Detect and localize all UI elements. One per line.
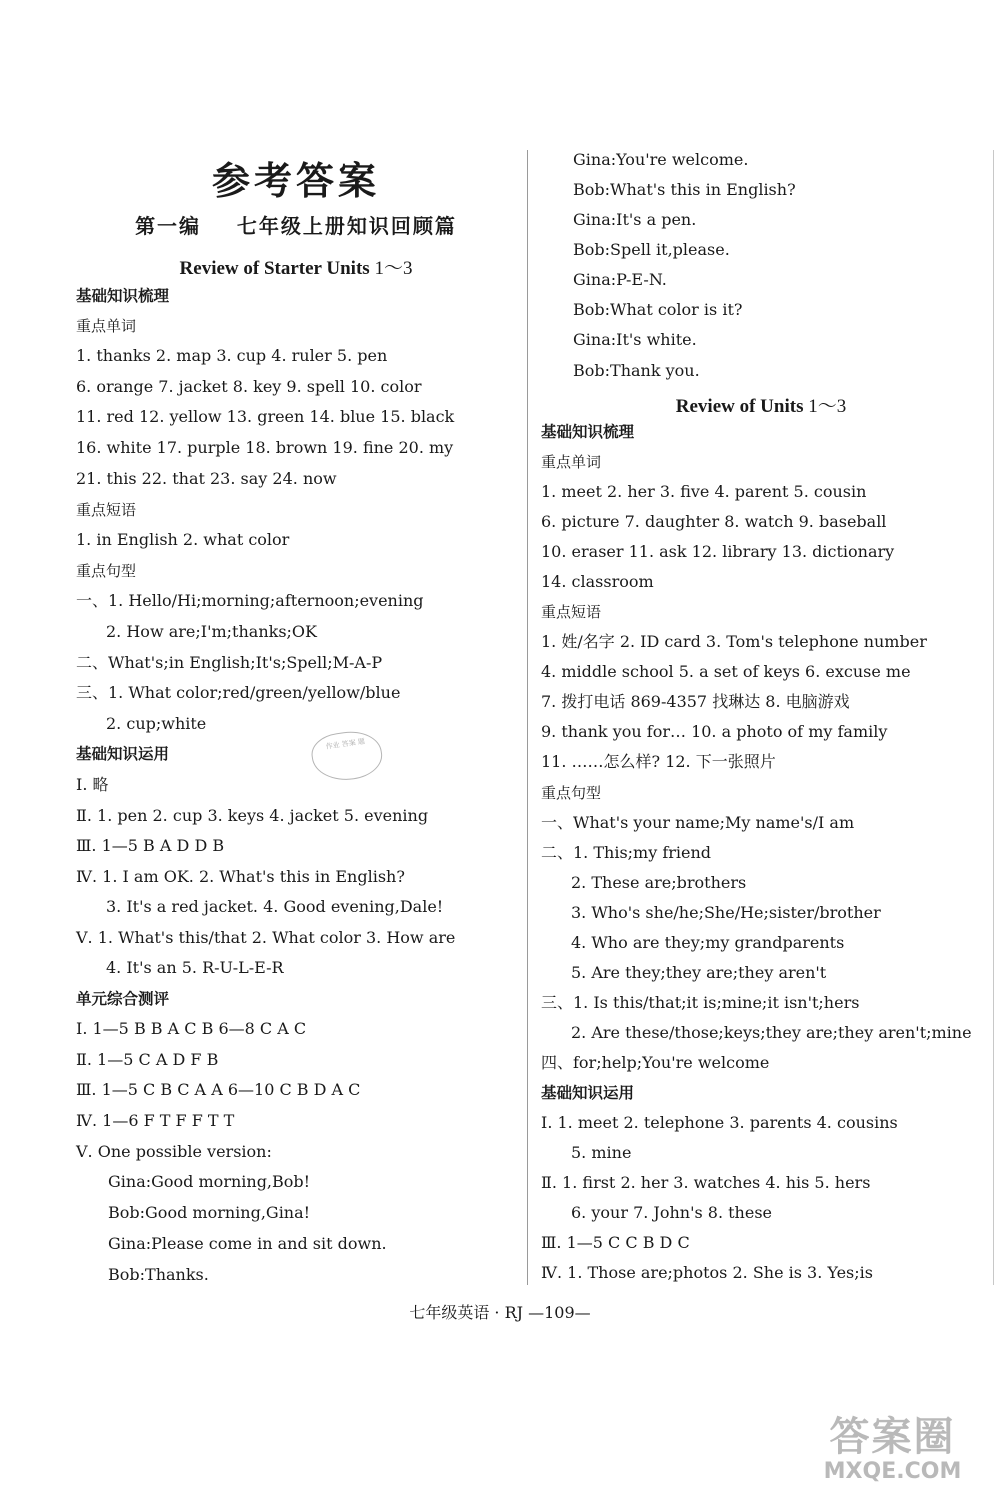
answer-line: Bob:What color is it? (573, 300, 743, 319)
answer-line: 6. orange 7. jacket 8. key 9. spell 10. color (76, 377, 422, 396)
answer-line: Ⅱ. 1. first 2. her 3. watches 4. his 5. hers (541, 1173, 871, 1192)
answer-line: 11. red 12. yellow 13. green 14. blue 15. black (76, 407, 455, 426)
answer-line: 2. These are;brothers (571, 873, 747, 892)
answer-line: 14. classroom (541, 572, 654, 591)
subsection-heading: 重点句型 (76, 562, 137, 580)
answer-line: 4. It's an 5. R-U-L-E-R (106, 958, 284, 977)
answer-line: Ⅲ. 1—5 C B C A A 6—10 C B D A C (76, 1080, 361, 1099)
answer-line: Ⅲ. 1—5 C C B D C (541, 1233, 690, 1252)
section-heading: 基础知识运用 (76, 745, 170, 763)
answer-line: 6. picture 7. daughter 8. watch 9. baseball (541, 512, 887, 531)
answer-line: Ⅰ. 略 (76, 775, 109, 794)
right-unit-range: 1～3 (808, 396, 847, 417)
answer-line: 1. thanks 2. map 3. cup 4. ruler 5. pen (76, 346, 388, 365)
watermark-stamp: 作业 答案 题 (309, 727, 385, 784)
answer-line: 一、1. Hello/Hi;morning;afternoon;evening (76, 591, 424, 610)
answer-line: 11. ……怎么样? 12. 下一张照片 (541, 752, 776, 771)
watermark-logo (790, 1415, 995, 1490)
answer-line: Gina:It's white. (573, 330, 697, 349)
answer-line: Ⅴ. 1. What's this/that 2. What color 3. How are (76, 928, 456, 947)
subsection-heading: 重点短语 (76, 501, 137, 519)
answer-line: Bob:Good morning,Gina! (108, 1203, 311, 1222)
section-heading: 基础知识梳理 (76, 287, 170, 305)
answer-line: Gina:You're welcome. (573, 150, 749, 169)
answer-line: 1. 姓/名字 2. ID card 3. Tom's telephone number (541, 632, 927, 651)
answer-line: 9. thank you for… 10. a photo of my family (541, 722, 888, 741)
right-unit-title-text: Review of Units (675, 396, 804, 417)
section-heading: 基础知识梳理 (541, 423, 635, 441)
left-unit-title (76, 253, 516, 280)
answer-line: 2. Are these/those;keys;they are;they aren't;mine (571, 1023, 972, 1042)
answer-line: 2. cup;white (106, 714, 207, 733)
answer-line: 4. middle school 5. a set of keys 6. excuse me (541, 662, 911, 681)
answer-line: Bob:Spell it,please. (573, 240, 730, 259)
answer-line: 5. Are they;they are;they aren't (571, 963, 827, 982)
answer-line: Ⅴ. One possible version: (76, 1142, 272, 1161)
answer-line: 3. It's a red jacket. 4. Good evening,Dale! (106, 897, 444, 916)
answer-line: Bob:Thanks. (108, 1265, 209, 1284)
right-unit-title (541, 391, 981, 418)
answer-line: Gina:P-E-N. (573, 270, 667, 289)
left-unit-title-text: Review of Starter Units (179, 258, 370, 279)
answer-line: 1. meet 2. her 3. five 4. parent 5. cousin (541, 482, 867, 501)
subsection-heading: 重点短语 (541, 603, 602, 621)
subsection-heading: 重点单词 (76, 317, 137, 335)
part-title: 第一编 七年级上册知识回顾篇 (135, 214, 457, 238)
answer-line: 三、1. What color;red/green/yellow/blue (76, 683, 401, 702)
answer-line: Ⅲ. 1—5 B A D D B (76, 836, 225, 855)
watermark-url: MXQE.COM (823, 1459, 962, 1484)
answer-line: 四、for;help;You're welcome (541, 1053, 770, 1072)
section-heading: 基础知识运用 (541, 1084, 635, 1102)
main-title: 参考答案 (211, 158, 380, 203)
subsection-heading: 重点单词 (541, 453, 602, 471)
answer-line: 21. this 22. that 23. say 24. now (76, 469, 337, 488)
answer-line: Gina:It's a pen. (573, 210, 697, 229)
answer-line: Gina:Please come in and sit down. (108, 1234, 387, 1253)
answer-line: 10. eraser 11. ask 12. library 13. dictionary (541, 542, 895, 561)
answer-line: 三、1. Is this/that;it is;mine;it isn't;hers (541, 993, 860, 1012)
answer-line: 5. mine (571, 1143, 632, 1162)
answer-line: 1. in English 2. what color (76, 530, 290, 549)
page-footer: 七年级英语 · RJ —109— (409, 1303, 591, 1322)
answer-line: 3. Who's she/he;She/He;sister/brother (571, 903, 881, 922)
answer-line: 二、What's;in English;It's;Spell;M-A-P (76, 653, 383, 672)
answer-line: Bob:What's this in English? (573, 180, 796, 199)
answer-line: Ⅰ. 1—5 B B A C B 6—8 C A C (76, 1019, 307, 1038)
answer-line: 一、What's your name;My name's/I am (541, 813, 855, 832)
answer-line: 16. white 17. purple 18. brown 19. fine 20. my (76, 438, 454, 457)
section-heading: 单元综合测评 (76, 990, 170, 1008)
answer-line: 二、1. This;my friend (541, 843, 712, 862)
answer-line: Ⅱ. 1. pen 2. cup 3. keys 4. jacket 5. evening (76, 806, 429, 825)
answer-line: 7. 拨打电话 869-4357 找琳达 8. 电脑游戏 (541, 692, 850, 711)
answer-line: Ⅳ. 1. I am OK. 2. What's this in English? (76, 867, 405, 886)
answer-line: Ⅰ. 1. meet 2. telephone 3. parents 4. cousins (541, 1113, 898, 1132)
answer-line: Ⅳ. 1—6 F T F F T T (76, 1111, 235, 1130)
subsection-heading: 重点句型 (541, 784, 602, 802)
answer-line: Gina:Good morning,Bob! (108, 1172, 311, 1191)
right-edge-line (993, 150, 994, 1285)
answer-line: 2. How are;I'm;thanks;OK (106, 622, 317, 641)
answer-line: 4. Who are they;my grandparents (571, 933, 845, 952)
watermark-logo-text: 答案圈 (829, 1414, 956, 1460)
answer-line: Ⅱ. 1—5 C A D F B (76, 1050, 219, 1069)
answer-line: Ⅳ. 1. Those are;photos 2. She is 3. Yes;is (541, 1263, 873, 1282)
answer-line: Bob:Thank you. (573, 361, 700, 380)
answer-line: 6. your 7. John's 8. these (571, 1203, 772, 1222)
left-unit-range: 1～3 (374, 258, 413, 279)
column-divider (527, 150, 528, 1285)
